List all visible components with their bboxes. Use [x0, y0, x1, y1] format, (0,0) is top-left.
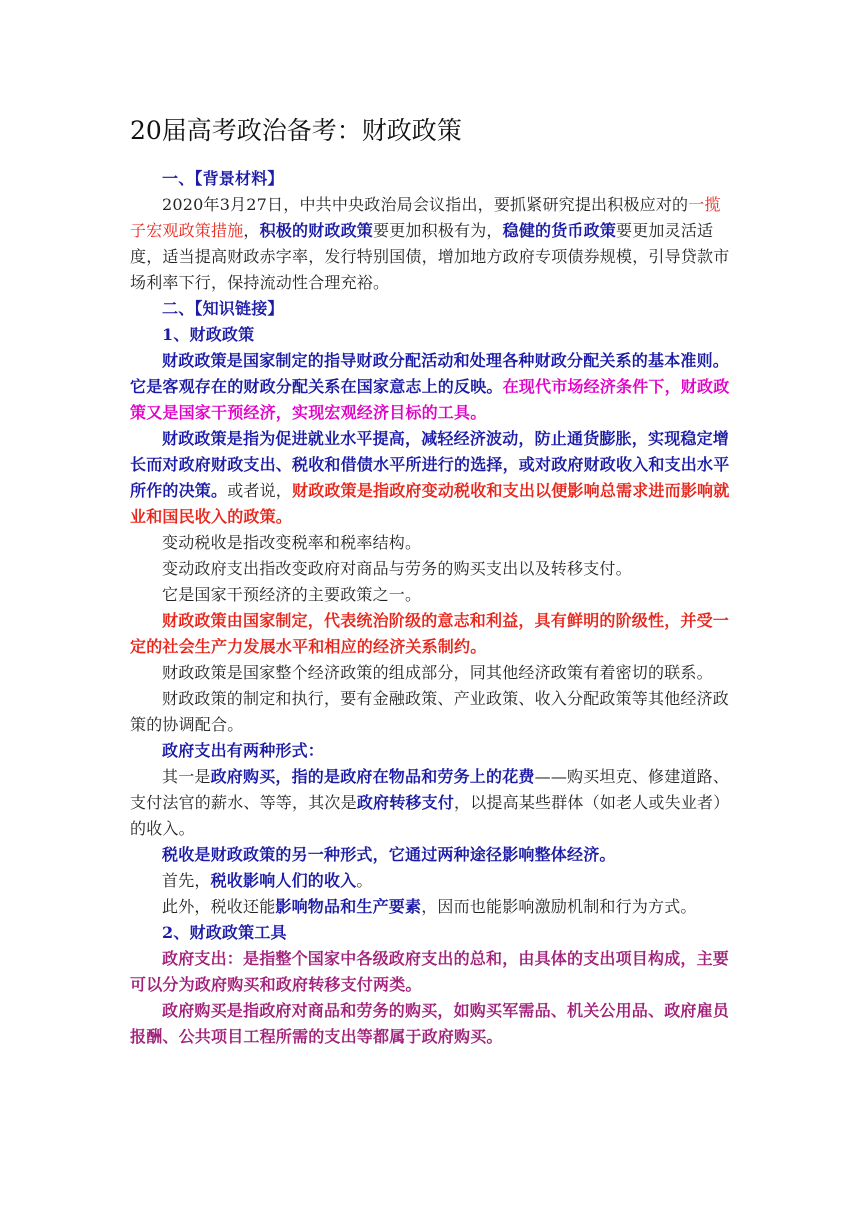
document-title: 20届高考政治备考：财政政策	[130, 116, 462, 145]
tax-form-text: 税收是财政政策的另一种形式，它通过两种途径影响整体经济。	[162, 845, 616, 864]
first-b: 税收影响人们的收入	[210, 871, 357, 890]
besides-b: 影响物品和生产要素	[275, 897, 422, 916]
two-forms-purchase: 政府购买，指的是政府在物品和劳务上的花费	[210, 767, 535, 786]
definition-2	[130, 426, 732, 530]
besides-paragraph	[130, 894, 732, 920]
definition-2-alt: 财政政策是指政府变动税收和支出以便影响总需求进而影响就业和国民收入的政策。	[130, 481, 730, 526]
knowledge-heading: 二、【知识链接】	[162, 299, 284, 318]
two-forms-a: 其一是	[162, 767, 211, 786]
class-nature-text: 财政政策由国家制定，代表统治阶级的意志和利益，具有鲜明的阶级性，并受一定的社会生产力发展水平和相应的经济关系制约。	[130, 611, 730, 656]
two-forms-e: ，以提高某些群体（如老人或失业者）的收入。	[130, 793, 730, 838]
two-forms-transfer: 政府转移支付	[356, 793, 455, 812]
background-paragraph	[130, 192, 732, 296]
gov-spending-text: 政府支出：是指整个国家中各级政府支出的总和，由具体的支出项目构成，主要可以分为政府购买和政府转移支付两类。	[130, 949, 730, 994]
background-text-2: ，	[243, 221, 260, 240]
background-text-4: 要更加灵活适度，适当提高财政赤字率，发行特别国债，增加地方政府专项债券规模，引导贷款市场利率下行，保持流动性合理充裕。	[130, 221, 730, 292]
besides-a: 此外，税收还能	[162, 897, 276, 916]
first-c: 。	[356, 871, 373, 890]
two-forms-c: ——购买坦克、修建道路、支付法官的薪水、等等，其次是	[130, 767, 730, 812]
background-highlight-fiscal: 积极的财政政策	[259, 221, 374, 240]
besides-c: ，因而也能影响激励机制和行为方式。	[421, 897, 697, 916]
definition-2-connector: 或者说，	[227, 481, 293, 500]
background-text-1: 2020年3月27日，中共中央政治局会议指出，要抓紧研究提出积极应对的	[162, 195, 689, 214]
gov-purchase-text: 政府购买是指政府对商品和劳务的购买，如购买军需品、机关公用品、政府雇员报酬、公共项目工程所需的支出等都属于政府购买。	[130, 1001, 730, 1046]
definition-2-main: 财政政策是指为促进就业水平提高，减轻经济波动，防止通货膨胀，实现稳定增长而对政府财政支出、税收和借债水平所进行的选择，或对政府财政收入和支出水平所作的决策。	[130, 429, 730, 500]
first-paragraph	[130, 868, 732, 894]
first-a: 首先，	[162, 871, 211, 890]
background-highlight-measures: 一揽子宏观政策措施	[130, 195, 721, 240]
two-forms-heading: 政府支出有两种形式：	[162, 741, 325, 760]
tax-change-text: 变动税收是指改变税率和税率结构。	[162, 533, 422, 552]
background-highlight-monetary: 稳健的货币政策	[502, 221, 617, 240]
subheading-tools: 2、财政政策工具	[162, 923, 287, 942]
main-policy-text: 它是国家干预经济的主要政策之一。	[162, 585, 422, 604]
coordination-text: 财政政策的制定和执行，要有金融政策、产业政策、收入分配政策等其他经济政策的协调配合。	[130, 689, 730, 734]
two-forms-paragraph	[130, 764, 732, 842]
background-text-3: 要更加积极有为，	[373, 221, 503, 240]
definition-1	[130, 348, 732, 426]
spend-change-text: 变动政府支出指改变政府对商品与劳务的购买支出以及转移支付。	[162, 559, 632, 578]
definition-1-main: 财政政策是国家制定的指导财政分配活动和处理各种财政分配关系的基本准则。它是客观存在的财政分配关系在国家意志上的反映。	[130, 351, 730, 396]
subheading-fiscal-policy: 1、财政政策	[162, 325, 255, 344]
definition-1-tool: 在现代市场经济条件下，财政政策又是国家干预经济，实现宏观经济目标的工具。	[130, 377, 730, 422]
component-text: 财政政策是国家整个经济政策的组成部分，同其他经济政策有着密切的联系。	[162, 663, 713, 682]
document-body	[130, 166, 732, 1050]
background-heading: 一、【背景材料】	[162, 169, 284, 188]
